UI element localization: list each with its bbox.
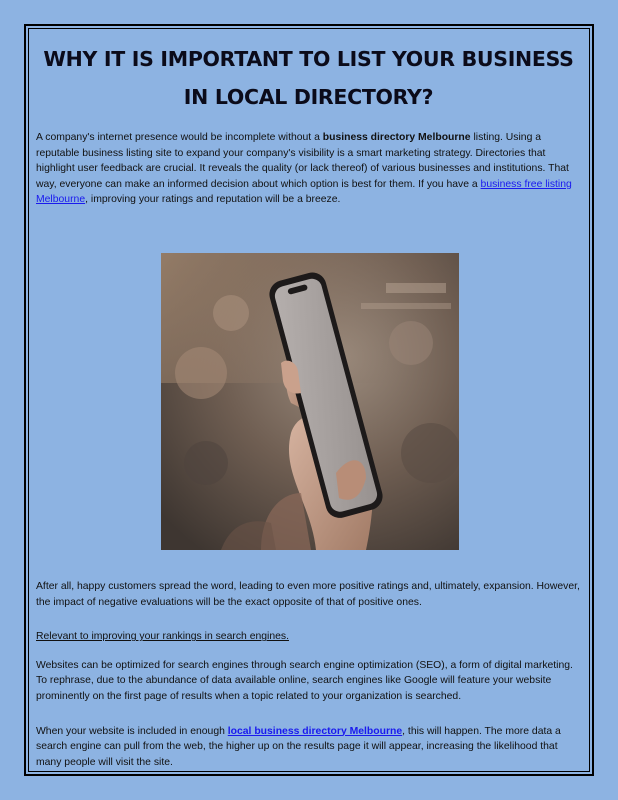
intro-text-middle: listing. Using a reputable business listing site to expand your company's visibility is a smart marketing strategy. Directories that highlight user feedback are crucial. It reveals the quality (or lack thereof) of various businesses and institutions. That way, everyone can make an informed decision about which option is best for them. If you have a xyxy=(36,132,569,190)
business-free-listing-link[interactable]: business free listing Melbourne xyxy=(36,178,572,206)
closing-text-start: When your website is included in enough xyxy=(36,725,228,737)
hands-holding-smartphone-photo xyxy=(161,253,459,550)
intro-text-end: , improving your ratings and reputation will be a breeze. xyxy=(85,194,341,206)
seo-subheading: Relevant to improving your rankings in search engines. xyxy=(36,631,289,643)
local-business-directory-link[interactable]: local business directory Melbourne xyxy=(227,725,403,737)
intro-bold-keyword: business directory Melbourne xyxy=(322,132,471,143)
intro-text-start: A company's internet presence would be incomplete without a xyxy=(36,132,323,143)
closing-paragraph xyxy=(36,724,581,771)
page-title: WHY IT IS IMPORTANT TO LIST YOUR BUSINESS IN LOCAL DIRECTORY? xyxy=(43,47,574,109)
word-of-mouth-paragraph: After all, happy customers spread the word, leading to even more positive ratings and, ultimately, expansion. However, the impact of negative evaluations will be the exact opposite of that of positive ones. xyxy=(36,580,580,608)
photo-illustration xyxy=(161,253,459,550)
intro-paragraph xyxy=(36,130,581,208)
seo-paragraph: Websites can be optimized for search engines through search engine optimization (SEO), a form of digital marketing. To rephrase, due to the abundance of data available online, search engines like Google will feature your website prominently on the first page of results when a topic related to your organization is searched. xyxy=(36,659,573,702)
closing-text-end: , this will happen. The more data a search engine can pull from the web, the higher up on the results page it will appear, increasing the likelihood that many people will visit the site. xyxy=(36,725,561,768)
document-body xyxy=(36,34,581,770)
